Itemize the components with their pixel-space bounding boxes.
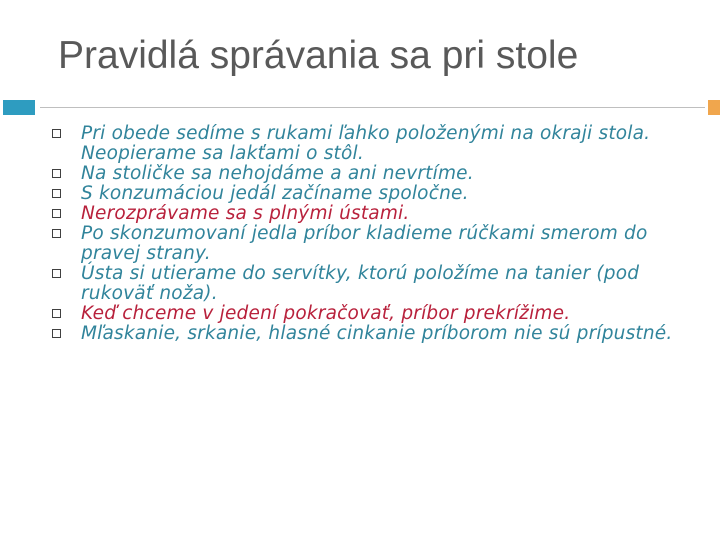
square-bullet-icon — [52, 189, 61, 198]
list-item — [52, 264, 692, 304]
title-divider — [0, 100, 720, 115]
bullet-text: Mľaskanie, srkanie, hlasné cinkanie príborom nie sú prípustné. — [81, 323, 673, 344]
slide-title: Pravidlá správania sa pri stole — [58, 34, 579, 77]
square-bullet-icon — [52, 169, 61, 178]
square-bullet-icon — [52, 329, 61, 338]
square-bullet-icon — [52, 209, 61, 218]
bullet-text: S konzumáciou jedál začíname spoločne. — [81, 183, 469, 204]
bullet-text: Ústa si utierame do servítky, ktorú položíme na tanier (pod rukoväť noža). — [81, 263, 640, 304]
list-item — [52, 304, 692, 324]
list-item — [52, 164, 692, 184]
square-bullet-icon — [52, 229, 61, 238]
accent-square — [708, 100, 720, 115]
list-item — [52, 224, 692, 264]
accent-bar — [3, 100, 35, 115]
bullet-list — [52, 124, 692, 344]
bullet-text: Pri obede sedíme s rukami ľahko položenými na okraji stola. Neopierame sa lakťami o stôl. — [81, 123, 651, 164]
divider-line — [40, 107, 705, 108]
bullet-text: Nerozprávame sa s plnými ústami. — [81, 203, 410, 224]
bullet-text: Keď chceme v jedení pokračovať, príbor prekrížime. — [81, 303, 571, 324]
bullet-text: Na stoličke sa nehojdáme a ani nevrtíme. — [81, 163, 474, 184]
list-item — [52, 204, 692, 224]
square-bullet-icon — [52, 129, 61, 138]
bullet-text: Po skonzumovaní jedla príbor kladieme rúčkami smerom do pravej strany. — [81, 223, 648, 264]
square-bullet-icon — [52, 269, 61, 278]
square-bullet-icon — [52, 309, 61, 318]
list-item — [52, 184, 692, 204]
list-item — [52, 124, 692, 164]
list-item — [52, 324, 692, 344]
